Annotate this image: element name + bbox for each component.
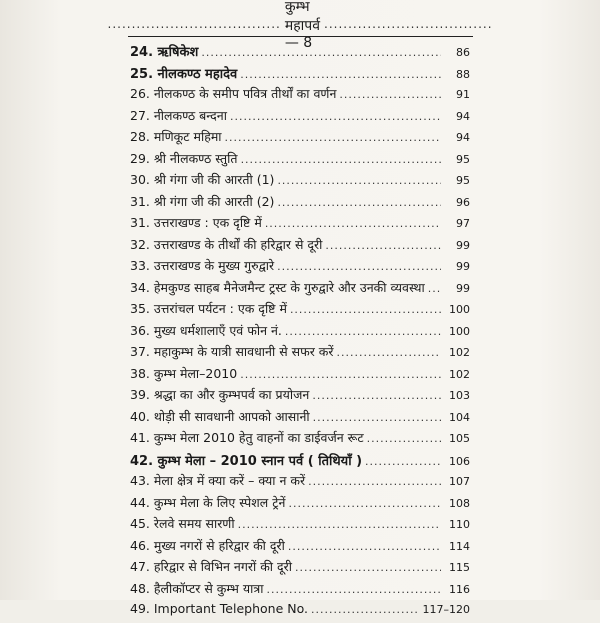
toc-entry-page-number: 99 (456, 260, 470, 273)
dot-leader (365, 455, 441, 468)
dot-leader (240, 368, 441, 381)
toc-entry (130, 279, 470, 301)
toc-entry-page-number: 100 (449, 303, 470, 316)
dot-leader (285, 325, 441, 338)
toc-entry-title: 31. उत्तराखण्ड : एक दृष्टि में (130, 215, 262, 230)
dot-leader (277, 196, 441, 209)
toc-entry-title: 47. हरिद्वार से विभिन नगरों की दूरी (130, 559, 292, 574)
toc-entry-page-number: 108 (449, 496, 470, 510)
toc-entry-title: 25. नीलकण्ठ महादेव (130, 66, 238, 82)
toc-entry (130, 300, 470, 322)
header-title: कुम्भ महापर्व— 8 (284, 0, 320, 51)
toc-entry-title: 33. उत्तराखण्ड के मुख्य गुरुद्वारे (130, 258, 275, 273)
toc-entry-page-number: 110 (449, 518, 470, 531)
dot-leader (240, 68, 441, 81)
dot-leader (337, 346, 441, 359)
toc-entry-page-number: 104 (449, 410, 470, 424)
header-right-dots: ................................... (324, 17, 493, 31)
toc-entry (130, 214, 470, 236)
toc-entry-page-number: 97 (456, 217, 470, 230)
dot-leader (277, 174, 441, 187)
dot-leader (367, 432, 441, 445)
toc-entry-page-number: 103 (449, 389, 470, 402)
toc-entry-title: 39. श्रद्धा का और कुम्भपर्व का प्रयोजन (130, 387, 310, 402)
toc-entry-title: 41. कुम्भ मेला 2010 हेतु वाहनों का डाईवर्जन रूट (130, 430, 364, 445)
toc-entry-page-number: 115 (449, 561, 470, 574)
toc-entry (130, 42, 470, 64)
toc-entry-page-number: 106 (449, 454, 470, 468)
toc-entry (130, 128, 470, 150)
toc-entry (130, 451, 470, 473)
dot-leader (290, 303, 441, 316)
toc-entry-page-number: 95 (456, 174, 470, 187)
header-left-dots: .................................... (107, 17, 281, 31)
toc-entry (130, 386, 470, 408)
toc-entry (130, 558, 470, 580)
toc-entry-page-number: 99 (456, 281, 470, 295)
toc-entry-title: 34. हेमकुण्ड साहब मैनेजमैन्ट ट्रस्ट के गुरुद्वारे और उनकी व्यवस्था (130, 279, 425, 295)
toc-entry (130, 472, 470, 494)
toc-entry (130, 365, 470, 387)
toc-entry (130, 408, 470, 430)
toc-entry (130, 494, 470, 516)
toc-entry-title: 37. महाकुम्भ के यात्री सावधानी से सफर करें (130, 344, 334, 359)
toc-entry-page-number: 86 (456, 46, 470, 59)
toc-entry-page-number: 102 (449, 367, 470, 381)
toc-entry (130, 64, 470, 86)
dot-leader (313, 411, 441, 424)
toc-entry (130, 236, 470, 258)
toc-entry-title: 36. मुख्य धर्मशालाएँ एवं फोन नं. (130, 322, 282, 338)
dot-leader (267, 583, 442, 596)
toc-entry-title: 31. श्री गंगा जी की आरती (2) (130, 193, 275, 209)
toc-entry-page-number: 91 (456, 88, 470, 101)
toc-entry (130, 322, 470, 344)
toc-entry-page-number: 107 (449, 475, 470, 488)
toc-entry (130, 580, 470, 602)
toc-entry (130, 515, 470, 537)
toc-entry-title: 48. हैलीकॉप्टर से कुम्भ यात्रा (130, 580, 264, 596)
dot-leader (277, 260, 441, 273)
header-rule (128, 36, 473, 37)
dot-leader (238, 518, 441, 531)
toc-entry-title: 27. नीलकण्ठ बन्दना (130, 107, 227, 123)
toc-entry-page-number: 96 (456, 195, 470, 209)
toc-entry (130, 193, 470, 215)
dot-leader (288, 497, 441, 510)
toc-entry-title: 32. उत्तराखण्ड के तीर्थों की हरिद्वार से दूरी (130, 236, 323, 252)
dot-leader (295, 561, 441, 574)
toc-entry (130, 171, 470, 193)
toc-entry-page-number: 88 (456, 67, 470, 81)
toc-entry-page-number: 117–120 (422, 603, 470, 616)
dot-leader (308, 475, 441, 488)
toc-entry-title: 24. ऋषिकेश (130, 45, 199, 60)
toc-entry (130, 343, 470, 365)
toc-entry-title: 45. रेलवे समय सारणी (130, 516, 235, 531)
toc-entry (130, 537, 470, 559)
toc-entry-page-number: 94 (456, 109, 470, 123)
toc-entry (130, 85, 470, 107)
toc-entry (130, 107, 470, 129)
dot-leader (339, 88, 441, 101)
toc-entry-page-number: 105 (449, 432, 470, 445)
toc-entry-title: 35. उत्तरांचल पर्यटन : एक दृष्टि में (130, 301, 287, 316)
toc-entry-page-number: 100 (449, 324, 470, 338)
toc-entry-title: 38. कुम्भ मेला–2010 (130, 365, 238, 381)
dot-leader (288, 540, 441, 553)
toc-entry-page-number: 94 (456, 131, 470, 144)
table-of-contents (130, 42, 470, 623)
dot-leader (241, 153, 441, 166)
toc-entry-title: 43. मेला क्षेत्र में क्या करें – क्या न करें (130, 473, 306, 488)
dot-leader (230, 110, 441, 123)
dot-leader (225, 131, 441, 144)
running-header (107, 0, 493, 51)
toc-entry (130, 257, 470, 279)
dot-leader (428, 282, 441, 295)
dot-leader (265, 217, 441, 230)
toc-entry (130, 601, 470, 623)
toc-entry (130, 150, 470, 172)
toc-entry-page-number: 114 (449, 539, 470, 553)
toc-entry-page-number: 99 (456, 238, 470, 252)
dot-leader (311, 603, 419, 616)
toc-entry-title: 44. कुम्भ मेला के लिए स्पेशल ट्रेनें (130, 494, 286, 510)
toc-entry-title: 29. श्री नीलकण्ठ स्तुति (130, 150, 238, 166)
toc-entry-page-number: 116 (449, 582, 470, 596)
toc-entry-title: 26. नीलकण्ठ के समीप पवित्र तीर्थों का वर्णन (130, 86, 337, 101)
toc-entry-page-number: 95 (456, 152, 470, 166)
dot-leader (312, 389, 441, 402)
toc-entry-title: 28. मणिकूट महिमा (130, 129, 222, 144)
dot-leader (325, 239, 441, 252)
dot-leader (201, 46, 441, 59)
toc-entry-title: 46. मुख्य नगरों से हरिद्वार की दूरी (130, 537, 285, 553)
toc-entry (130, 429, 470, 451)
toc-entry-title: 42. कुम्भ मेला – 2010 स्नान पर्व ( तिथियाँ ) (130, 453, 363, 469)
toc-entry-page-number: 102 (449, 346, 470, 359)
toc-entry-title: 40. थोड़ी सी सावधानी आपको आसानी (130, 408, 310, 424)
toc-entry-title: 30. श्री गंगा जी की आरती (1) (130, 172, 275, 187)
toc-entry-title: 49. Important Telephone No. (130, 601, 309, 616)
